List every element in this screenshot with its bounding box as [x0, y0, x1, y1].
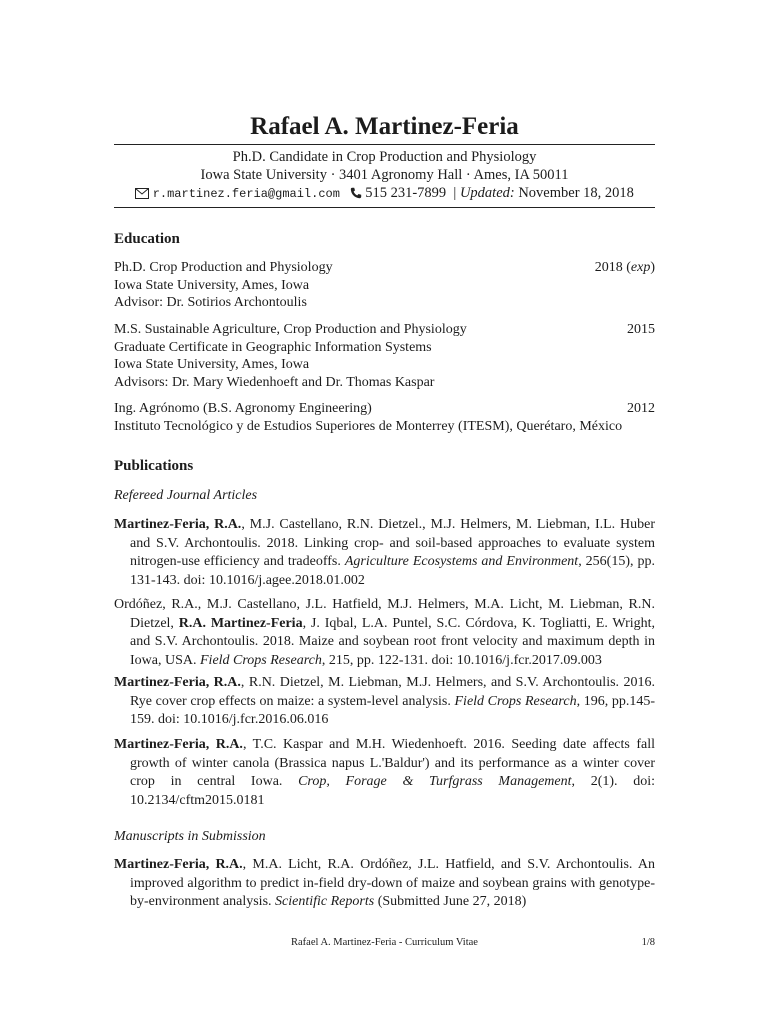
institution: Instituto Tecnológico y de Estudios Superiores de Monterrey (ITESM), Querétaro, México	[114, 418, 623, 434]
publications-heading: Publications	[114, 458, 194, 474]
institution: Iowa State University, Ames, Iowa	[114, 357, 310, 372]
email-link[interactable]: r.martinez.feria@gmail.com	[152, 187, 340, 201]
degree: Ing. Agrónomo (B.S. Agronomy Engineering)	[114, 401, 372, 416]
journal-name: Field Crops Research	[200, 652, 322, 668]
journal-name: Field Crops Research	[454, 693, 577, 709]
journal-name: Agriculture Ecosystems and Environment	[344, 554, 579, 569]
separator: |	[449, 185, 460, 201]
author-highlight: Martinez-Feria, R.A.	[114, 857, 243, 872]
title-line: Ph.D. Candidate in Crop Production and Physiology	[232, 149, 537, 165]
address-line: Iowa State University · 3401 Agronomy Hall · Ames, IA 50011	[200, 167, 569, 183]
degree-year: 2018 (exp)	[594, 260, 655, 275]
author-highlight: Martinez-Feria, R.A.	[114, 517, 242, 532]
publication-entry: Martinez-Feria, R.A., R.N. Dietzel, M. Liebman, M.J. Helmers, and S.V. Archontoulis. 2016. Rye cover crop effects on maize: a system-level analysis. Field Crops Research, 196, pp.145-159. doi: 10.1016/j.fcr.2016.06.016	[114, 675, 655, 727]
updated-date: November 18, 2018	[518, 185, 634, 201]
institution: Iowa State University, Ames, Iowa	[114, 277, 310, 293]
author-highlight: R.A. Martinez-Feria	[178, 615, 303, 631]
contact-line	[114, 184, 655, 204]
degree-year: 2012	[627, 401, 655, 416]
submission-heading: Manuscripts in Submission	[114, 829, 266, 844]
author-highlight: Martinez-Feria, R.A.	[114, 675, 241, 690]
footer-text: Rafael A. Martinez-Feria - Curriculum Vitae	[291, 937, 478, 948]
advisor: Advisors: Dr. Mary Wiedenhoeft and Dr. Thomas Kaspar	[114, 374, 435, 390]
education-heading: Education	[114, 231, 180, 247]
envelope-icon	[135, 186, 149, 204]
degree-year: 2015	[627, 322, 655, 337]
publication-entry: Martinez-Feria, R.A., M.J. Castellano, R.N. Dietzel., M.J. Helmers, M. Liebman, I.L. Huber and S.V. Archontoulis. 2018. Linking crop- and soil-based approaches to evaluate system nitrogen-use efficiency and tradeoffs. Agriculture Ecosystems and Environment, 256(15), pp. 131-143. doi: 10.1016/j.agee.2018.01.002	[114, 517, 655, 588]
journal-name: Crop, Forage & Turfgrass Management	[298, 774, 572, 789]
phone-icon	[350, 186, 362, 204]
education-entry-ms	[114, 321, 655, 391]
header-bottom-rule	[114, 207, 655, 208]
updated-label: Updated:	[459, 185, 515, 201]
education-entry-bs	[114, 400, 655, 435]
certificate: Graduate Certificate in Geographic Information Systems	[114, 339, 432, 355]
publication-entry: Ordóñez, R.A., M.J. Castellano, J.L. Hatfield, M.J. Helmers, M.A. Licht, M. Liebman, R.N. Dietzel, R.A. Martinez-Feria, J. Iqbal, L.A. Puntel, S.C. Córdova, K. Togliatti, E. Wright, and S.V. Archontoulis. 2018. Maize and soybean root front velocity and maximum depth in Iowa, USA. Field Crops Research, 215, pp. 122-131. doi: 10.1016/j.fcr.2017.09.003	[114, 597, 656, 668]
page-footer	[114, 936, 655, 950]
degree: M.S. Sustainable Agriculture, Crop Production and Physiology	[114, 322, 467, 337]
author-highlight: Martinez-Feria, R.A.	[114, 737, 243, 752]
phone-number: 515 231-7899	[365, 185, 447, 201]
education-entry-phd	[114, 259, 655, 312]
refereed-heading: Refereed Journal Articles	[114, 488, 258, 503]
cv-name: Rafael A. Martinez-Feria	[250, 113, 519, 140]
header-top-rule	[114, 144, 655, 145]
journal-name: Scientific Reports	[275, 894, 375, 909]
publication-entry: Martinez-Feria, R.A., M.A. Licht, R.A. Ordóñez, J.L. Hatfield, and S.V. Archontoulis. An improved algorithm to predict in-field dry-down of maize and soybean grains with genotype-by-environment analysis. Scientific Reports (Submitted June 27, 2018)	[114, 857, 655, 909]
publication-entry: Martinez-Feria, R.A., T.C. Kaspar and M.H. Wiedenhoeft. 2016. Seeding date affects fall growth of winter canola (Brassica napus L.'Baldur') and its performance as a winter cover crop in central Iowa. Crop, Forage & Turfgrass Management, 2(1). doi: 10.2134/cftm2015.0181	[114, 737, 655, 808]
degree: Ph.D. Crop Production and Physiology	[114, 260, 333, 275]
advisor: Advisor: Dr. Sotirios Archontoulis	[114, 295, 307, 310]
page-number: 1/8	[641, 937, 655, 948]
